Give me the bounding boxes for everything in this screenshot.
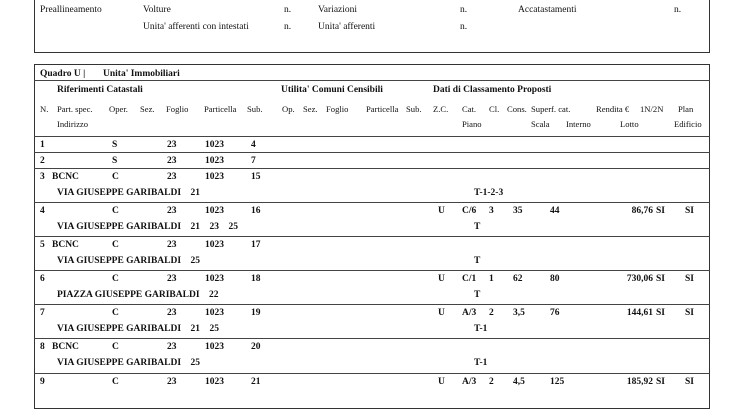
- header-superf: Superf. cat.: [531, 104, 571, 114]
- header-sub: Sub.: [247, 104, 263, 114]
- cell-part-spec: BCNC: [52, 342, 79, 352]
- variazioni-n: n.: [460, 5, 468, 15]
- header-particella: Particella: [204, 104, 237, 114]
- cell-indirizzo: VIA GIUSEPPE GARIBALDI 25: [57, 256, 201, 266]
- quadro-title: Quadro U |: [40, 69, 86, 79]
- cell-particella: 1023: [205, 240, 224, 250]
- cell-sub: 16: [251, 206, 261, 216]
- cell-row-number: 1: [40, 140, 45, 150]
- cell-zona-censuaria: U: [438, 274, 445, 284]
- cell-particella: 1023: [205, 308, 224, 318]
- cell-classe: 1: [489, 274, 494, 284]
- cell-planimetria: SI: [685, 308, 694, 318]
- cell-categoria: A/3: [462, 377, 477, 387]
- cell-row-number: 4: [40, 206, 45, 216]
- cell-consistenza: 4,5: [513, 377, 525, 387]
- header-op: Op.: [282, 104, 295, 114]
- cell-indirizzo: VIA GIUSEPPE GARIBALDI 21: [57, 188, 201, 198]
- cell-superficie: 44: [550, 206, 560, 216]
- header-scala: Scala: [531, 119, 550, 129]
- row-separator: [34, 236, 710, 237]
- row-separator: [34, 338, 710, 339]
- header-rendita: Rendita €: [596, 104, 630, 114]
- row-separator: [34, 304, 710, 305]
- cell-oper: S: [112, 140, 118, 150]
- cell-consistenza: 62: [513, 274, 523, 284]
- header-foglio: Foglio: [166, 104, 189, 114]
- header-n: N.: [40, 104, 49, 114]
- cell-classe: 2: [489, 308, 494, 318]
- accatastamenti-label: Accatastamenti: [518, 5, 577, 15]
- row-separator: [34, 270, 710, 271]
- row-separator: [34, 202, 710, 203]
- header-part-spec: Part. spec.: [57, 104, 93, 114]
- cell-oper: C: [112, 377, 119, 387]
- header-edificio: Edificio: [674, 119, 702, 129]
- cell-sub: 19: [251, 308, 261, 318]
- cell-particella: 1023: [205, 172, 224, 182]
- cell-foglio: 23: [167, 206, 177, 216]
- variazioni-label: Variazioni: [318, 5, 358, 15]
- cell-consistenza: 35: [513, 206, 523, 216]
- cell-piano: T: [474, 256, 481, 266]
- cell-particella: 1023: [205, 206, 224, 216]
- quadro-divider: [34, 80, 710, 81]
- cell-sub: 7: [251, 156, 256, 166]
- cell-sub: 18: [251, 274, 261, 284]
- cell-oper: C: [112, 274, 119, 284]
- cell-oper: C: [112, 240, 119, 250]
- cell-indirizzo: VIA GIUSEPPE GARIBALDI 21 25: [57, 324, 220, 334]
- header-sez2: Sez.: [303, 104, 318, 114]
- cell-superficie: 80: [550, 274, 560, 284]
- cell-zona-censuaria: U: [438, 206, 445, 216]
- cell-particella: 1023: [205, 377, 224, 387]
- header-zc: Z.C.: [433, 104, 449, 114]
- cell-foglio: 23: [167, 172, 177, 182]
- cell-foglio: 23: [167, 342, 177, 352]
- cell-oper: C: [112, 308, 119, 318]
- cell-rendita: 86,76: [631, 206, 653, 216]
- cell-nzn: SI: [656, 308, 665, 318]
- cell-sub: 20: [251, 342, 261, 352]
- cell-superficie: 125: [550, 377, 565, 387]
- cell-foglio: 23: [167, 140, 177, 150]
- cell-nzn: SI: [656, 206, 665, 216]
- volture-label: Volture: [143, 5, 171, 15]
- cell-rendita: 185,92: [626, 377, 653, 387]
- cell-planimetria: SI: [685, 377, 694, 387]
- cell-foglio: 23: [167, 308, 177, 318]
- cell-zona-censuaria: U: [438, 377, 445, 387]
- cell-row-number: 6: [40, 274, 45, 284]
- cell-particella: 1023: [205, 140, 224, 150]
- cell-rendita: 730,06: [626, 274, 653, 284]
- cell-foglio: 23: [167, 377, 177, 387]
- cell-sub: 21: [251, 377, 261, 387]
- header-indirizzo: Indirizzo: [57, 119, 89, 129]
- cell-planimetria: SI: [685, 274, 694, 284]
- cell-piano: T: [474, 222, 481, 232]
- cell-piano: T: [474, 290, 481, 300]
- cell-indirizzo: VIA GIUSEPPE GARIBALDI 21 23 25: [57, 222, 239, 232]
- header-cl: Cl.: [489, 104, 500, 114]
- cell-classe: 2: [489, 377, 494, 387]
- cell-nzn: SI: [656, 377, 665, 387]
- afferenti-n: n.: [460, 22, 468, 32]
- header-plan: Plan: [678, 104, 694, 114]
- volture-n: n.: [284, 5, 292, 15]
- header-lotto: Lotto: [620, 119, 639, 129]
- cell-particella: 1023: [205, 342, 224, 352]
- header-piano: Piano: [462, 119, 482, 129]
- header-oper: Oper.: [109, 104, 128, 114]
- cell-piano: T-1: [474, 358, 488, 368]
- cell-planimetria: SI: [685, 206, 694, 216]
- accatastamenti-n: n.: [674, 5, 682, 15]
- header-particella2: Particella: [366, 104, 399, 114]
- cell-rendita: 144,61: [626, 308, 653, 318]
- cell-oper: C: [112, 206, 119, 216]
- afferenti-intestati-n: n.: [284, 22, 292, 32]
- cell-sub: 17: [251, 240, 261, 250]
- cell-categoria: C/1: [462, 274, 477, 284]
- section-utilita: Utilita' Comuni Censibili: [281, 85, 383, 95]
- cell-row-number: 2: [40, 156, 45, 166]
- afferenti-label: Unita' afferenti: [318, 22, 376, 32]
- header-sez: Sez.: [140, 104, 155, 114]
- cell-indirizzo: PIAZZA GIUSEPPE GARIBALDI 22: [57, 290, 219, 300]
- header-cons: Cons.: [507, 104, 527, 114]
- section-classamento: Dati di Classamento Proposti: [433, 85, 552, 95]
- cell-zona-censuaria: U: [438, 308, 445, 318]
- cell-row-number: 5: [40, 240, 45, 250]
- quadro-subtitle: Unita' Immobiliari: [103, 69, 180, 79]
- row-separator: [34, 168, 710, 169]
- header-foglio2: Foglio: [326, 104, 349, 114]
- cell-indirizzo: VIA GIUSEPPE GARIBALDI 25: [57, 358, 201, 368]
- cell-foglio: 23: [167, 240, 177, 250]
- preallineamento-label: Preallineamento: [40, 5, 102, 15]
- cell-oper: C: [112, 172, 119, 182]
- cell-particella: 1023: [205, 274, 224, 284]
- header-cat: Cat.: [462, 104, 477, 114]
- header-interno: Interno: [566, 119, 591, 129]
- cell-nzn: SI: [656, 274, 665, 284]
- cell-oper: S: [112, 156, 118, 166]
- cell-row-number: 7: [40, 308, 45, 318]
- row-separator: [34, 373, 710, 374]
- cell-oper: C: [112, 342, 119, 352]
- cell-particella: 1023: [205, 156, 224, 166]
- cell-row-number: 8: [40, 342, 45, 352]
- cell-categoria: C/6: [462, 206, 477, 216]
- section-riferimenti: Riferimenti Catastali: [57, 85, 143, 95]
- cell-row-number: 9: [40, 377, 45, 387]
- cell-row-number: 3: [40, 172, 45, 182]
- header-sub2: Sub.: [406, 104, 422, 114]
- afferenti-intestati-label: Unita' afferenti con intestati: [143, 22, 249, 32]
- cell-piano: T-1-2-3: [474, 188, 504, 198]
- cell-sub: 4: [251, 140, 256, 150]
- cell-categoria: A/3: [462, 308, 477, 318]
- header-nzn: 1N/2N: [640, 104, 664, 114]
- cell-classe: 3: [489, 206, 494, 216]
- row-separator: [34, 136, 710, 137]
- row-separator: [34, 152, 710, 153]
- cell-foglio: 23: [167, 274, 177, 284]
- cell-foglio: 23: [167, 156, 177, 166]
- cell-sub: 15: [251, 172, 261, 182]
- cell-superficie: 76: [550, 308, 560, 318]
- cell-part-spec: BCNC: [52, 240, 79, 250]
- cell-piano: T-1: [474, 324, 488, 334]
- cell-part-spec: BCNC: [52, 172, 79, 182]
- cell-consistenza: 3,5: [513, 308, 525, 318]
